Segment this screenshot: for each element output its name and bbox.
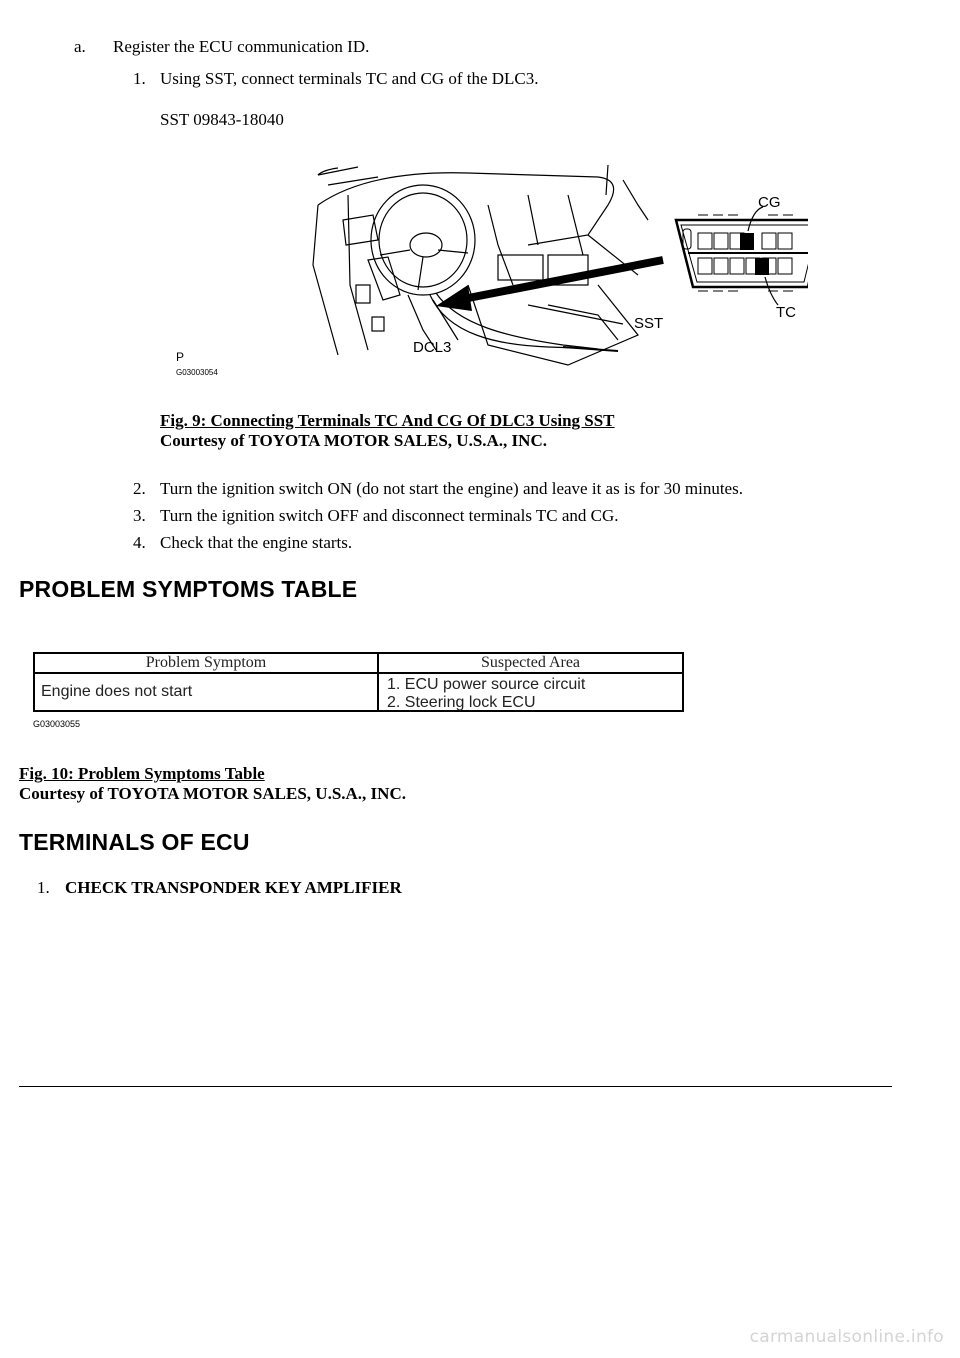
substep-2-text: Turn the ignition switch ON (do not start the engine) and leave it as is for 30 minutes. [160, 479, 743, 498]
fig-9-title: Fig. 9: Connecting Terminals TC And CG Of DLC3 Using SST [160, 411, 615, 430]
step-a-marker: a. [74, 37, 86, 56]
arrow-head [436, 285, 472, 311]
substep-3-number: 3. [133, 506, 146, 525]
figure-p-label: P [176, 350, 185, 364]
terminals-step-text: CHECK TRANSPONDER KEY AMPLIFIER [65, 878, 402, 897]
tc-label: TC [776, 304, 796, 321]
substep-4-number: 4. [133, 533, 146, 552]
substep-1-text: Using SST, connect terminals TC and CG of the DLC3. [160, 69, 539, 88]
footer-rule [19, 1086, 892, 1087]
fig-10-courtesy: Courtesy of TOYOTA MOTOR SALES, U.S.A., INC. [19, 784, 406, 803]
dlc-label: DCL3 [413, 339, 452, 356]
cg-label: CG [758, 194, 781, 211]
fig-10-caption [19, 764, 406, 804]
substep-3-text: Turn the ignition switch OFF and disconnect terminals TC and CG. [160, 506, 619, 525]
step-a-text: Register the ECU communication ID. [113, 37, 370, 56]
figure-10-code: G03003055 [33, 719, 81, 729]
table-header-row [35, 654, 682, 674]
sst-label: SST [634, 315, 664, 332]
substep-2-number: 2. [133, 479, 146, 498]
site-watermark: carmanualsonline.info [749, 1327, 944, 1347]
dlc3-connector-drawing [676, 207, 808, 305]
fig-9-caption [160, 411, 615, 451]
suspected-area-1: 1. ECU power source circuit [387, 676, 586, 693]
column-header-symptom: Problem Symptom [35, 654, 379, 672]
problem-symptoms-heading: PROBLEM SYMPTOMS TABLE [19, 576, 358, 602]
fig-10-title: Fig. 10: Problem Symptoms Table [19, 764, 265, 783]
table-row [35, 674, 682, 712]
arrow-shaft [458, 260, 663, 300]
substep-4-text: Check that the engine starts. [160, 533, 353, 552]
fig-9-courtesy: Courtesy of TOYOTA MOTOR SALES, U.S.A., INC. [160, 431, 547, 450]
suspected-area-2: 2. Steering lock ECU [387, 694, 536, 711]
problem-symptoms-table [33, 652, 684, 712]
dlc3-connection-figure [168, 165, 808, 380]
sst-note: SST 09843-18040 [160, 110, 284, 129]
dashboard-drawing [313, 165, 648, 365]
suspected-area-cell [379, 674, 682, 712]
symptom-cell: Engine does not start [35, 674, 379, 712]
terminals-step-number: 1. [37, 878, 50, 897]
terminals-heading: TERMINALS OF ECU [19, 829, 250, 855]
column-header-suspected-area: Suspected Area [480, 654, 581, 671]
substep-1-number: 1. [133, 69, 146, 88]
figure-9-code: G03003054 [176, 368, 218, 377]
